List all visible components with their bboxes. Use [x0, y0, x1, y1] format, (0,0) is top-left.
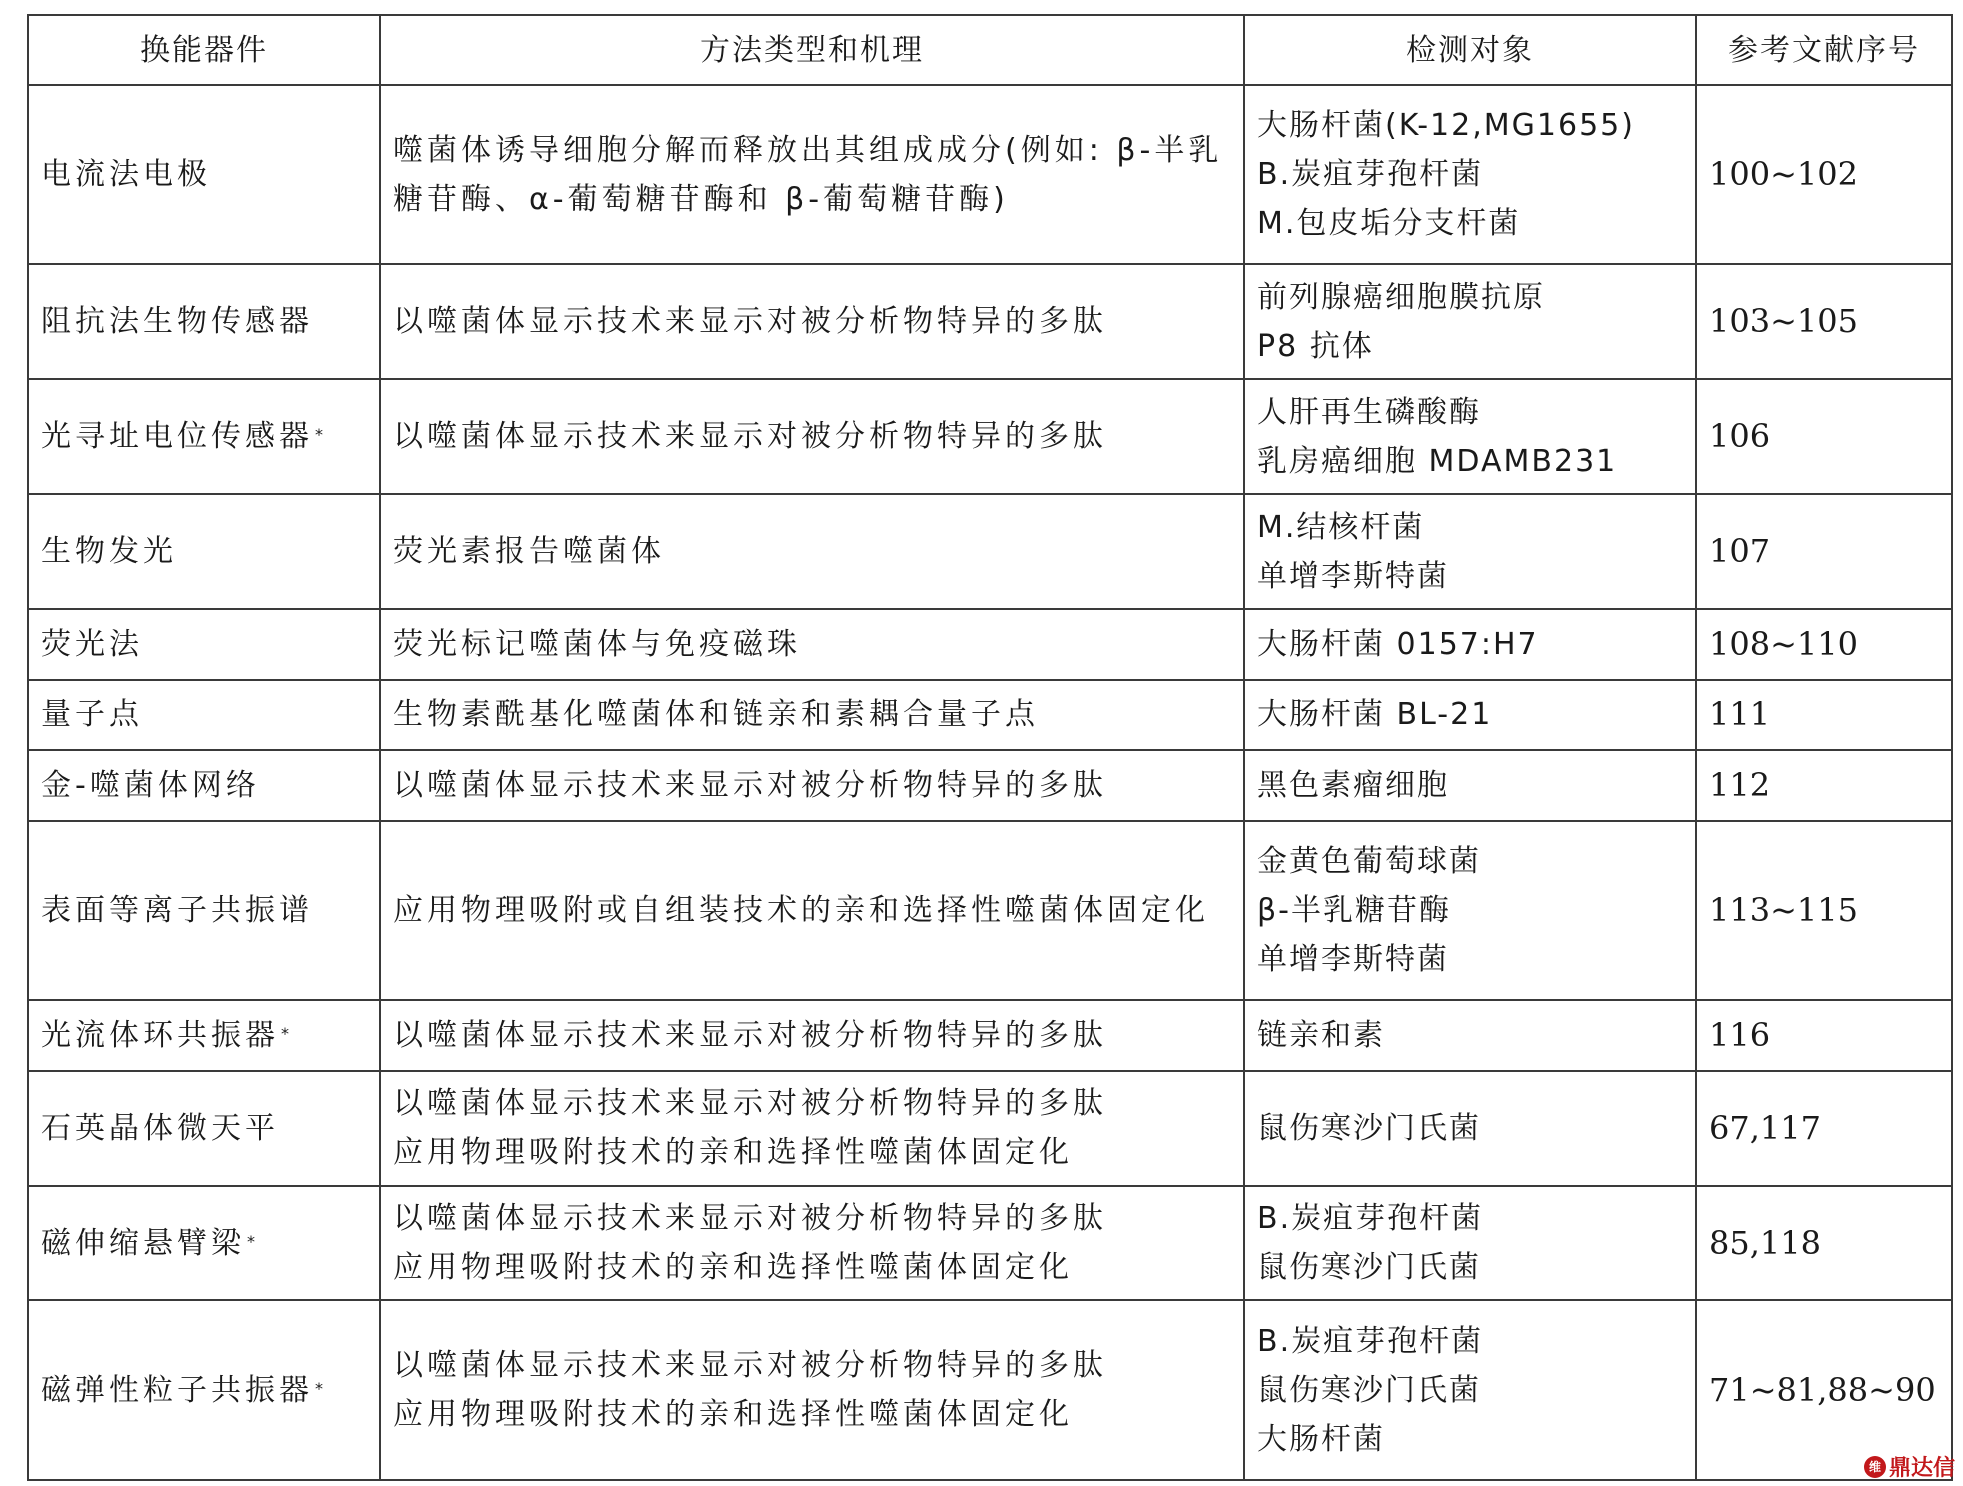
- method-cell: [380, 1000, 1244, 1071]
- refs-cell: [1696, 1000, 1952, 1071]
- method-cell: [380, 1300, 1244, 1480]
- targets-cell: [1244, 1300, 1696, 1480]
- method-line: 应用物理吸附或自组装技术的亲和选择性噬菌体固定化: [393, 892, 1209, 928]
- method-cell: [380, 494, 1244, 609]
- header-targets: 检测对象: [1244, 15, 1696, 85]
- refs-value: 113~115: [1709, 890, 1858, 929]
- refs-cell: [1696, 680, 1952, 751]
- device-cell: [28, 264, 380, 379]
- device-cell: [28, 1000, 380, 1071]
- target-line: B.炭疽芽孢杆菌: [1257, 157, 1484, 193]
- footnote-mark: *: [281, 1023, 289, 1043]
- device-cell: [28, 609, 380, 680]
- device-name: 荧光法: [41, 626, 143, 662]
- device-name: 阻抗法生物传感器: [41, 304, 313, 340]
- refs-cell: [1696, 85, 1952, 264]
- table-row: [28, 1186, 1952, 1301]
- targets-cell: [1244, 1071, 1696, 1186]
- targets-cell: [1244, 821, 1696, 1000]
- table-row: [28, 1300, 1952, 1480]
- method-line: 应用物理吸附技术的亲和选择性噬菌体固定化: [393, 1397, 1073, 1433]
- refs-value: 106: [1709, 417, 1771, 456]
- target-line: 人肝再生磷酸酶: [1257, 394, 1481, 430]
- method-cell: [380, 821, 1244, 1000]
- logo-circle-icon: 维: [1864, 1456, 1886, 1478]
- device-name: 表面等离子共振谱: [41, 892, 313, 928]
- table-row: [28, 379, 1952, 494]
- method-cell: [380, 85, 1244, 264]
- method-line: 应用物理吸附技术的亲和选择性噬菌体固定化: [393, 1250, 1073, 1285]
- table-row: [28, 264, 1952, 379]
- header-refs: 参考文献序号: [1696, 15, 1952, 85]
- device-cell: [28, 680, 380, 751]
- targets-cell: [1244, 379, 1696, 494]
- table-row: [28, 85, 1952, 264]
- targets-cell: [1244, 85, 1696, 264]
- refs-value: 116: [1709, 1015, 1771, 1054]
- table-row: [28, 821, 1952, 1000]
- target-line: 鼠伤寒沙门氏菌: [1257, 1110, 1481, 1146]
- device-cell: [28, 85, 380, 264]
- device-name: 量子点: [41, 697, 143, 733]
- device-cell: [28, 750, 380, 821]
- target-line: 乳房癌细胞 MDAMB231: [1257, 443, 1618, 479]
- method-line: 荧光素报告噬菌体: [393, 534, 665, 570]
- target-line: M.结核杆菌: [1257, 509, 1425, 545]
- device-name: 磁弹性粒子共振器: [41, 1372, 313, 1408]
- target-line: 链亲和素: [1257, 1017, 1385, 1053]
- refs-value: 67,117: [1709, 1108, 1821, 1147]
- targets-cell: [1244, 1186, 1696, 1301]
- targets-cell: [1244, 1000, 1696, 1071]
- target-line: 鼠伤寒沙门氏菌: [1257, 1250, 1481, 1285]
- method-line: 生物素酰基化噬菌体和链亲和素耦合量子点: [393, 697, 1039, 733]
- method-line: 以噬菌体显示技术来显示对被分析物特异的多肽: [393, 1086, 1107, 1122]
- device-name: 石英晶体微天平: [41, 1110, 279, 1146]
- device-cell: [28, 1071, 380, 1186]
- footnote-mark: *: [247, 1231, 255, 1251]
- target-line: P8 抗体: [1257, 328, 1374, 364]
- target-line: B.炭疽芽孢杆菌: [1257, 1201, 1484, 1236]
- target-line: 大肠杆菌: [1257, 1421, 1385, 1457]
- refs-value: 112: [1709, 765, 1771, 804]
- refs-cell: [1696, 1186, 1952, 1301]
- method-line: 以噬菌体显示技术来显示对被分析物特异的多肽: [393, 767, 1107, 803]
- method-cell: [380, 680, 1244, 751]
- device-cell: [28, 1300, 380, 1480]
- target-line: 单增李斯特菌: [1257, 558, 1449, 594]
- method-line: 以噬菌体显示技术来显示对被分析物特异的多肽: [393, 1348, 1107, 1384]
- header-device: 换能器件: [28, 15, 380, 85]
- targets-cell: [1244, 750, 1696, 821]
- refs-cell: [1696, 821, 1952, 1000]
- target-line: 单增李斯特菌: [1257, 941, 1449, 977]
- refs-cell: [1696, 609, 1952, 680]
- target-line: B.炭疽芽孢杆菌: [1257, 1323, 1484, 1359]
- method-cell: [380, 1186, 1244, 1301]
- method-cell: [380, 264, 1244, 379]
- refs-value: 108~110: [1709, 624, 1858, 663]
- refs-value: 100~102: [1709, 155, 1858, 194]
- refs-cell: [1696, 750, 1952, 821]
- device-cell: [28, 494, 380, 609]
- target-line: 金黄色葡萄球菌: [1257, 843, 1481, 879]
- table-row: [28, 680, 1952, 751]
- header-method: 方法类型和机理: [380, 15, 1244, 85]
- device-cell: [28, 1186, 380, 1301]
- target-line: 大肠杆菌(K-12,MG1655): [1257, 108, 1635, 144]
- method-line: 应用物理吸附技术的亲和选择性噬菌体固定化: [393, 1135, 1073, 1171]
- refs-cell: [1696, 494, 1952, 609]
- refs-value: 71~81,88~90: [1709, 1370, 1936, 1409]
- targets-cell: [1244, 609, 1696, 680]
- target-line: β-半乳糖苷酶: [1257, 892, 1451, 928]
- device-name: 金-噬菌体网络: [41, 767, 260, 803]
- table-row: [28, 1000, 1952, 1071]
- method-line: 以噬菌体显示技术来显示对被分析物特异的多肽: [393, 1017, 1107, 1053]
- device-cell: [28, 379, 380, 494]
- method-line: 噬菌体诱导细胞分解而释放出其组成成分(例如: β-半乳糖苷酶、α-葡萄糖苷酶和 β-葡萄糖苷酶): [393, 132, 1223, 217]
- refs-value: 107: [1709, 532, 1771, 571]
- refs-value: 111: [1709, 695, 1771, 734]
- table-body: [28, 85, 1952, 1480]
- watermark-text: 鼎达信: [1888, 1456, 1955, 1481]
- watermark: [1864, 1451, 1955, 1482]
- target-line: 黑色素瘤细胞: [1257, 767, 1449, 803]
- method-line: 以噬菌体显示技术来显示对被分析物特异的多肽: [393, 1201, 1107, 1236]
- device-cell: [28, 821, 380, 1000]
- table-row: [28, 609, 1952, 680]
- method-line: 荧光标记噬菌体与免疫磁珠: [393, 626, 801, 662]
- method-cell: [380, 1071, 1244, 1186]
- device-name: 电流法电极: [41, 157, 211, 193]
- table-row: [28, 1071, 1952, 1186]
- refs-cell: [1696, 1071, 1952, 1186]
- method-line: 以噬菌体显示技术来显示对被分析物特异的多肽: [393, 419, 1107, 455]
- refs-cell: [1696, 264, 1952, 379]
- method-cell: [380, 379, 1244, 494]
- device-name: 生物发光: [41, 534, 177, 570]
- table-row: [28, 494, 1952, 609]
- targets-cell: [1244, 264, 1696, 379]
- header-row: [28, 15, 1952, 85]
- target-line: 大肠杆菌 0157:H7: [1257, 626, 1539, 662]
- table-row: [28, 750, 1952, 821]
- footnote-mark: *: [315, 1378, 323, 1398]
- footnote-mark: *: [315, 425, 323, 445]
- refs-value: 85,118: [1709, 1223, 1821, 1262]
- method-cell: [380, 609, 1244, 680]
- targets-cell: [1244, 680, 1696, 751]
- target-line: 鼠伤寒沙门氏菌: [1257, 1372, 1481, 1408]
- reference-table: [27, 14, 1953, 1481]
- targets-cell: [1244, 494, 1696, 609]
- target-line: 大肠杆菌 BL-21: [1257, 697, 1493, 733]
- method-cell: [380, 750, 1244, 821]
- method-line: 以噬菌体显示技术来显示对被分析物特异的多肽: [393, 304, 1107, 340]
- device-name: 光寻址电位传感器: [41, 419, 313, 455]
- device-name: 磁伸缩悬臂梁: [41, 1225, 245, 1261]
- refs-value: 103~105: [1709, 302, 1858, 341]
- target-line: M.包皮垢分支杆菌: [1257, 206, 1521, 242]
- device-name: 光流体环共振器: [41, 1017, 279, 1053]
- target-line: 前列腺癌细胞膜抗原: [1257, 279, 1545, 315]
- refs-cell: [1696, 379, 1952, 494]
